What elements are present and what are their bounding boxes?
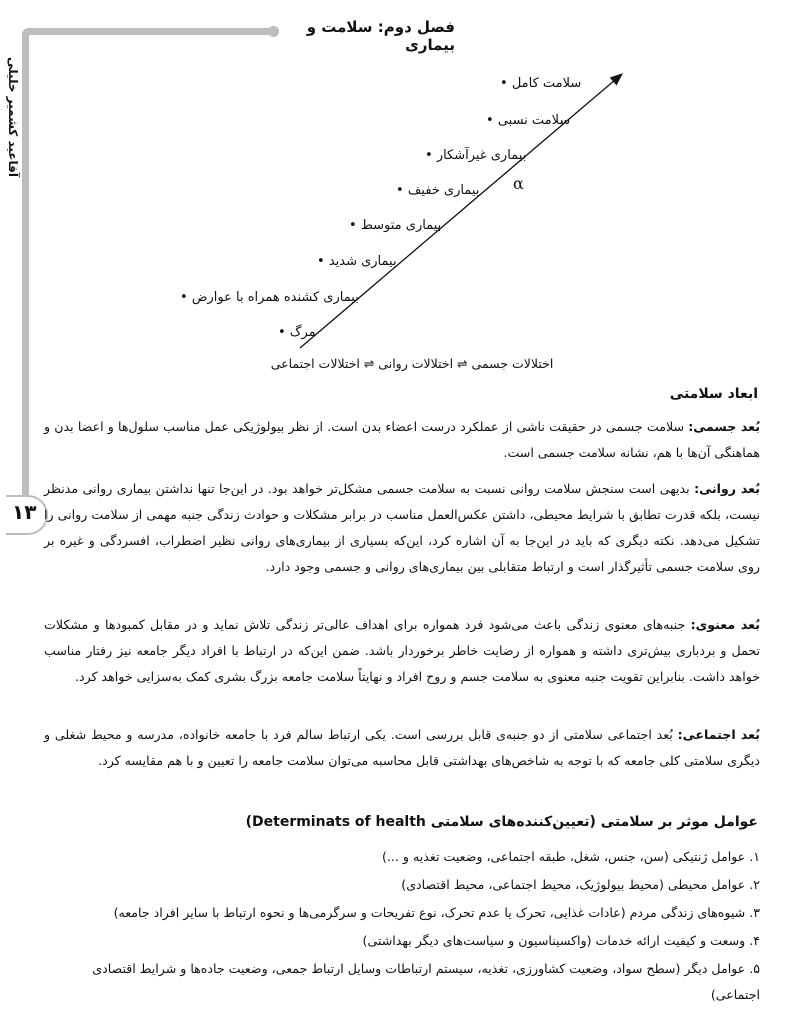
continuum-arrow-svg [0,0,788,380]
stage-label: بیماری غیرآشکار • [425,148,527,163]
paragraph-text: سلامت جسمی در حقیقت ناشی از عملکرد درست اعضاء بدن است. از نظر بیولوژیکی عمل مناسب سلول‌ها و اعضا بدن و هماهنگی آن‌ها با هم، نشانه سلامت جسمی است. [44,419,760,460]
paragraph-term: بُعد معنوی: [690,617,760,632]
list-item: ۴. وسعت و کیفیت ارائه خدمات (واکسیناسیون و سیاست‌های دیگر بهداشتی) [362,933,760,948]
paragraph-text: بدیهی است سنجش سلامت روانی نسبت به سلامت جسمی مشکل‌تر خواهد بود. در این‌جا تنها نداشتن بیماری روانی مدنظر نیست، بلکه قدرت تطابق با شرایط محیطی، داشتن عکس‌العمل مناسب در برابر مشکلات و حوادث زندگی جنبه مهمی از سلامت روانی را تشکیل می‌دهد. نکته دیگری که باید در این‌جا به آن اشاره کرد، این‌که بسیاری از بیماری‌های روانی نظیر اضطراب، افسردگی و غیره بر روی سلامت جسمی تأثیرگذار است و ارتباط متقابلی بین بیماری‌های روانی و جسمی وجود دارد. [44,481,760,574]
stage-label: مرگ • [278,325,316,340]
paragraph-mental [44,476,760,580]
list-item: ۲. عوامل محیطی (محیط بیولوژیک، محیط اجتماعی، محیط اقتصادی) [401,877,760,892]
section-heading: ابعاد سلامتی [669,386,758,402]
paragraph-term: بُعد جسمی: [688,419,760,434]
stage-label: بیماری شدید • [317,254,397,269]
page-number: ۱۳ [12,500,37,524]
stage-label: بیماری کشنده همراه با عوارض • [180,290,359,305]
paragraph-spiritual [44,612,760,690]
stage-label: بیماری خفیف • [396,183,480,198]
health-continuum-diagram [0,0,788,380]
section-heading: عوامل موثر بر سلامتی (تعیین‌کننده‌های سلامتی Determinats of health) [245,814,758,830]
paragraph-term: بُعد اجتماعی: [677,727,760,742]
author-name: آقاعید کشمیر خلیلی [6,57,20,177]
disorders-line: اختلالات جسمی ⇌ اختلالات روانی ⇌ اختلالات اجتماعی [270,356,554,371]
paragraph-social [44,722,760,774]
list-item: ۱. عوامل ژنتیکی (سن، جنس، شغل، طبقه اجتماعی، وضعیت تغذیه و ...) [382,849,760,864]
paragraph-physical [44,414,760,466]
chapter-title: فصل دوم: سلامت و بیماری [306,18,455,54]
list-item: ۵. عوامل دیگر (سطح سواد، وضعیت کشاورزی، تغذیه، سیستم ارتباطات وسایل ارتباط جمعی، وضعیت جاده‌ها و شرایط اقتصادی اجتماعی) [92,961,760,1002]
stage-label: بیماری متوسط • [349,218,442,233]
stage-label: سلامت کامل • [500,76,582,91]
angle-label: α [513,174,524,193]
paragraph-text: بُعد اجتماعی سلامتی از دو جنبه‌ی قابل بررسی است. یکی ارتباط سالم فرد با جامعه خانواده، مدرسه و محیط شغلی و دیگری سلامتی کلی جامعه که با توجه به شاخص‌های بهداشتی قابل محاسبه می‌توان سلامت جامعه را تعیین و با هم مقایسه کرد. [44,727,760,768]
list-item: ۳. شیوه‌های زندگی مردم (عادات غذایی، تحرک یا عدم تحرک، نوع تفریحات و سرگرمی‌ها و نحوه ارتباط با سایر افراد جامعه) [113,905,760,920]
paragraph-term: بُعد روانی: [694,481,760,496]
continuum-arrow [300,74,622,348]
paragraph-text: جنبه‌های معنوی زندگی باعث می‌شود فرد همواره برای اهداف عالی‌تر زندگی تلاش نماید و در مقابل کمبودها و مشکلات تحمل و بردباری بیش‌تری داشته و همواره از رضایت خاطر برخوردار باشد. ضمن این‌که در ارتباط با افراد دیگر جامعه نیز رفتار مناسب خواهد داشت. بنابراین تقویت جنبه معنوی به سلامت جسم و روح افراد و نهایتاً سلامت جامعه بزرگ بشری کمک به‌سزایی خواهد کرد. [44,617,760,684]
stage-label: سلامت نسبی • [486,113,571,128]
